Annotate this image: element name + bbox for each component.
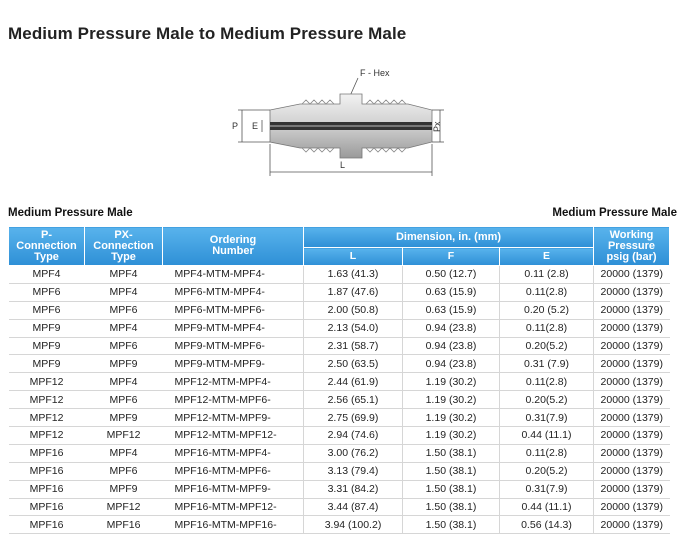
cell-f: 1.19 (30.2) — [403, 409, 500, 427]
header-pressure: Working Pressure psig (bar) — [594, 227, 670, 266]
cell-e: 0.20 (5.2) — [500, 301, 594, 319]
cell-pressure: 20000 (1379) — [594, 355, 670, 373]
cell-l: 2.75 (69.9) — [304, 409, 403, 427]
page-title: Medium Pressure Male to Medium Pressure Male — [8, 24, 407, 43]
subtitle-left: Medium Pressure Male — [8, 207, 133, 219]
cell-f: 0.63 (15.9) — [403, 301, 500, 319]
cell-px-type: MPF6 — [85, 301, 163, 319]
cell-e: 0.31(7.9) — [500, 409, 594, 427]
cell-l: 2.94 (74.6) — [304, 427, 403, 445]
cell-p-type: MPF16 — [9, 498, 85, 516]
cell-l: 2.00 (50.8) — [304, 301, 403, 319]
cell-pressure: 20000 (1379) — [594, 301, 670, 319]
cell-e: 0.31 (7.9) — [500, 355, 594, 373]
table-row — [9, 355, 670, 373]
cell-pressure: 20000 (1379) — [594, 373, 670, 391]
cell-f: 0.94 (23.8) — [403, 355, 500, 373]
cell-p-type: MPF16 — [9, 516, 85, 534]
cell-e: 0.44 (11.1) — [500, 427, 594, 445]
cell-ordering: MPF12-MTM-MPF9- — [163, 409, 304, 427]
cell-e: 0.11(2.8) — [500, 319, 594, 337]
table-row — [9, 427, 670, 445]
cell-ordering: MPF16-MTM-MPF12- — [163, 498, 304, 516]
cell-e: 0.11(2.8) — [500, 373, 594, 391]
cell-ordering: MPF9-MTM-MPF4- — [163, 319, 304, 337]
cell-e: 0.56 (14.3) — [500, 516, 594, 534]
fitting-diagram — [222, 64, 452, 179]
cell-e: 0.11 (2.8) — [500, 266, 594, 284]
cell-px-type: MPF12 — [85, 427, 163, 445]
cell-l: 2.31 (58.7) — [304, 337, 403, 355]
cell-f: 1.50 (38.1) — [403, 498, 500, 516]
table-row — [9, 337, 670, 355]
table-row — [9, 266, 670, 284]
cell-e: 0.20(5.2) — [500, 462, 594, 480]
cell-ordering: MPF12-MTM-MPF12- — [163, 427, 304, 445]
dim-label-e: E — [252, 121, 259, 131]
cell-pressure: 20000 (1379) — [594, 480, 670, 498]
cell-p-type: MPF16 — [9, 444, 85, 462]
cell-ordering: MPF16-MTM-MPF4- — [163, 444, 304, 462]
cell-px-type: MPF9 — [85, 480, 163, 498]
cell-px-type: MPF4 — [85, 266, 163, 284]
cell-f: 0.63 (15.9) — [403, 283, 500, 301]
cell-e: 0.44 (11.1) — [500, 498, 594, 516]
cell-p-type: MPF9 — [9, 355, 85, 373]
cell-l: 3.31 (84.2) — [304, 480, 403, 498]
header-px-type: PX- Connection Type — [85, 227, 163, 266]
table-row — [9, 409, 670, 427]
cell-px-type: MPF4 — [85, 373, 163, 391]
cell-l: 1.63 (41.3) — [304, 266, 403, 284]
cell-l: 1.87 (47.6) — [304, 283, 403, 301]
cell-ordering: MPF12-MTM-MPF4- — [163, 373, 304, 391]
cell-ordering: MPF16-MTM-MPF16- — [163, 516, 304, 534]
table-row — [9, 498, 670, 516]
cell-px-type: MPF16 — [85, 516, 163, 534]
cell-e: 0.20(5.2) — [500, 337, 594, 355]
cell-l: 2.56 (65.1) — [304, 391, 403, 409]
table-row — [9, 373, 670, 391]
cell-ordering: MPF12-MTM-MPF6- — [163, 391, 304, 409]
table-row — [9, 283, 670, 301]
cell-ordering: MPF6-MTM-MPF6- — [163, 301, 304, 319]
cell-pressure: 20000 (1379) — [594, 444, 670, 462]
cell-p-type: MPF12 — [9, 409, 85, 427]
cell-ordering: MPF9-MTM-MPF9- — [163, 355, 304, 373]
cell-l: 2.44 (61.9) — [304, 373, 403, 391]
cell-pressure: 20000 (1379) — [594, 337, 670, 355]
cell-p-type: MPF6 — [9, 301, 85, 319]
cell-l: 3.00 (76.2) — [304, 444, 403, 462]
cell-pressure: 20000 (1379) — [594, 498, 670, 516]
header-ordering: Ordering Number — [163, 227, 304, 266]
cell-pressure: 20000 (1379) — [594, 319, 670, 337]
cell-px-type: MPF12 — [85, 498, 163, 516]
cell-px-type: MPF6 — [85, 391, 163, 409]
cell-px-type: MPF4 — [85, 444, 163, 462]
table-row — [9, 444, 670, 462]
cell-l: 3.13 (79.4) — [304, 462, 403, 480]
cell-pressure: 20000 (1379) — [594, 283, 670, 301]
cell-px-type: MPF6 — [85, 337, 163, 355]
cell-f: 1.19 (30.2) — [403, 427, 500, 445]
cell-pressure: 20000 (1379) — [594, 516, 670, 534]
cell-f: 1.50 (38.1) — [403, 462, 500, 480]
cell-px-type: MPF9 — [85, 355, 163, 373]
table-row — [9, 319, 670, 337]
subtitle-right: Medium Pressure Male — [552, 207, 677, 219]
header-f: F — [403, 248, 500, 266]
cell-p-type: MPF4 — [9, 266, 85, 284]
cell-f: 1.50 (38.1) — [403, 480, 500, 498]
cell-e: 0.11(2.8) — [500, 283, 594, 301]
cell-l: 3.94 (100.2) — [304, 516, 403, 534]
cell-f: 1.50 (38.1) — [403, 516, 500, 534]
cell-f: 1.19 (30.2) — [403, 373, 500, 391]
cell-pressure: 20000 (1379) — [594, 391, 670, 409]
header-l: L — [304, 248, 403, 266]
table-row — [9, 301, 670, 319]
cell-f: 0.50 (12.7) — [403, 266, 500, 284]
hex-label: F - Hex — [360, 68, 390, 78]
cell-ordering: MPF6-MTM-MPF4- — [163, 283, 304, 301]
table-row — [9, 391, 670, 409]
cell-p-type: MPF16 — [9, 462, 85, 480]
cell-p-type: MPF12 — [9, 427, 85, 445]
cell-e: 0.31(7.9) — [500, 480, 594, 498]
cell-pressure: 20000 (1379) — [594, 409, 670, 427]
cell-px-type: MPF4 — [85, 283, 163, 301]
dim-label-px: Px — [432, 121, 442, 132]
cell-p-type: MPF9 — [9, 337, 85, 355]
cell-e: 0.11(2.8) — [500, 444, 594, 462]
dim-label-p: P — [232, 121, 239, 131]
cell-e: 0.20(5.2) — [500, 391, 594, 409]
cell-pressure: 20000 (1379) — [594, 427, 670, 445]
table-row — [9, 480, 670, 498]
dim-label-l: L — [340, 160, 346, 170]
cell-p-type: MPF12 — [9, 373, 85, 391]
cell-l: 3.44 (87.4) — [304, 498, 403, 516]
cell-p-type: MPF16 — [9, 480, 85, 498]
cell-l: 2.13 (54.0) — [304, 319, 403, 337]
cell-pressure: 20000 (1379) — [594, 266, 670, 284]
header-e: E — [500, 248, 594, 266]
cell-ordering: MPF9-MTM-MPF6- — [163, 337, 304, 355]
cell-ordering: MPF4-MTM-MPF4- — [163, 266, 304, 284]
header-p-type: P- Connection Type — [9, 227, 85, 266]
cell-px-type: MPF6 — [85, 462, 163, 480]
cell-f: 0.94 (23.8) — [403, 337, 500, 355]
table-row — [9, 462, 670, 480]
table-row — [9, 516, 670, 534]
cell-f: 1.19 (30.2) — [403, 391, 500, 409]
cell-p-type: MPF9 — [9, 319, 85, 337]
cell-ordering: MPF16-MTM-MPF6- — [163, 462, 304, 480]
cell-l: 2.50 (63.5) — [304, 355, 403, 373]
cell-p-type: MPF6 — [9, 283, 85, 301]
cell-f: 1.50 (38.1) — [403, 444, 500, 462]
cell-ordering: MPF16-MTM-MPF9- — [163, 480, 304, 498]
cell-f: 0.94 (23.8) — [403, 319, 500, 337]
cell-px-type: MPF9 — [85, 409, 163, 427]
header-dimension: Dimension, in. (mm) — [304, 227, 594, 248]
spec-table — [8, 226, 670, 534]
cell-px-type: MPF4 — [85, 319, 163, 337]
cell-p-type: MPF12 — [9, 391, 85, 409]
cell-pressure: 20000 (1379) — [594, 462, 670, 480]
